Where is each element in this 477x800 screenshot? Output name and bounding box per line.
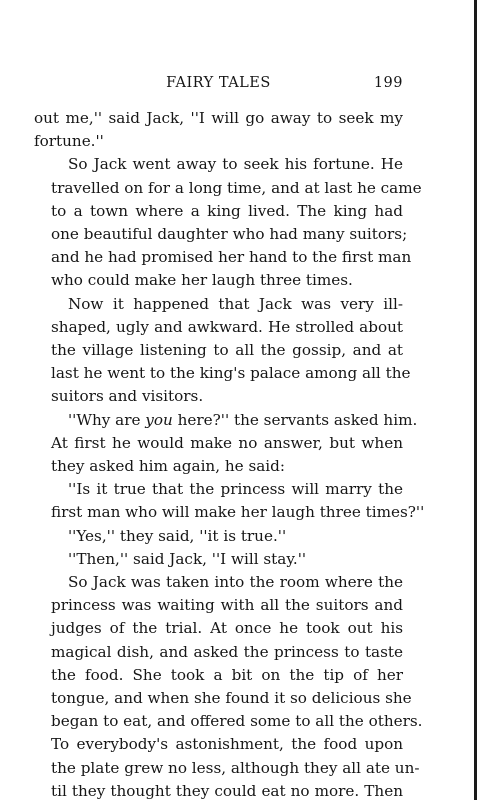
text-line: the village listening to all the gossip, and at bbox=[51, 341, 403, 360]
paragraph bbox=[34, 548, 403, 571]
text-line: magical dish, and asked the princess to taste bbox=[51, 642, 403, 661]
text-line: and he had promised her hand to the first man bbox=[51, 248, 412, 267]
paragraph bbox=[34, 153, 422, 292]
text-line: out me,'' said Jack, ''I will go away to seek my bbox=[34, 109, 403, 127]
paragraph bbox=[34, 571, 423, 800]
text-line: princess was waiting with all the suitors and bbox=[51, 596, 403, 615]
text-line: the food. She took a bit on the tip of her bbox=[51, 665, 403, 684]
text-line: one beautiful daughter who had many suitors; bbox=[51, 225, 408, 244]
text-line: ''Then,'' said Jack, ''I will stay.'' bbox=[68, 549, 307, 568]
text-line: Now it happened that Jack was very ill- bbox=[68, 294, 403, 313]
paragraph bbox=[34, 478, 425, 524]
running-title: FAIRY TALES bbox=[166, 75, 271, 91]
text-line: to a town where a king lived. The king had bbox=[51, 201, 403, 220]
text-line: ''Why are you here?'' the servants asked him. bbox=[68, 410, 418, 429]
paragraph bbox=[34, 107, 403, 153]
page-number: 199 bbox=[373, 75, 403, 91]
text-line: suitors and visitors. bbox=[51, 387, 204, 406]
text-line: judges of the trial. At once he took out his bbox=[51, 619, 403, 638]
body-text bbox=[34, 107, 425, 800]
text-line: ''Yes,'' they said, ''it is true.'' bbox=[68, 526, 287, 545]
text-line: tongue, and when she found it so delicious she bbox=[51, 689, 412, 708]
text-line: the plate grew no less, although they all ate un- bbox=[51, 758, 420, 777]
text-line: til they thought they could eat no more. Then bbox=[51, 781, 403, 800]
text-line: So Jack was taken into the room where the bbox=[68, 573, 403, 592]
running-head bbox=[34, 75, 403, 95]
text-line: So Jack went away to seek his fortune. He bbox=[68, 155, 403, 174]
paragraph bbox=[34, 293, 411, 409]
text-line: ''Is it true that the princess will marry the bbox=[68, 480, 403, 499]
text-line: shaped, ugly and awkward. He strolled about bbox=[51, 317, 403, 336]
text-line: first man who will make her laugh three times?'' bbox=[51, 503, 425, 522]
text-line: began to eat, and offered some to all the others. bbox=[51, 712, 423, 731]
text-line: To everybody's astonishment, the food upon bbox=[51, 735, 403, 754]
text-line: last he went to the king's palace among all the bbox=[51, 364, 411, 383]
paragraph bbox=[34, 525, 403, 548]
text-line: they asked him again, he said: bbox=[51, 457, 286, 476]
paragraph bbox=[34, 409, 418, 479]
text-line: who could make her laugh three times. bbox=[51, 271, 353, 290]
text-line: At first he would make no answer, but when bbox=[51, 433, 403, 452]
text-line: fortune.'' bbox=[34, 132, 104, 151]
text-line: travelled on for a long time, and at last he came bbox=[51, 178, 422, 197]
